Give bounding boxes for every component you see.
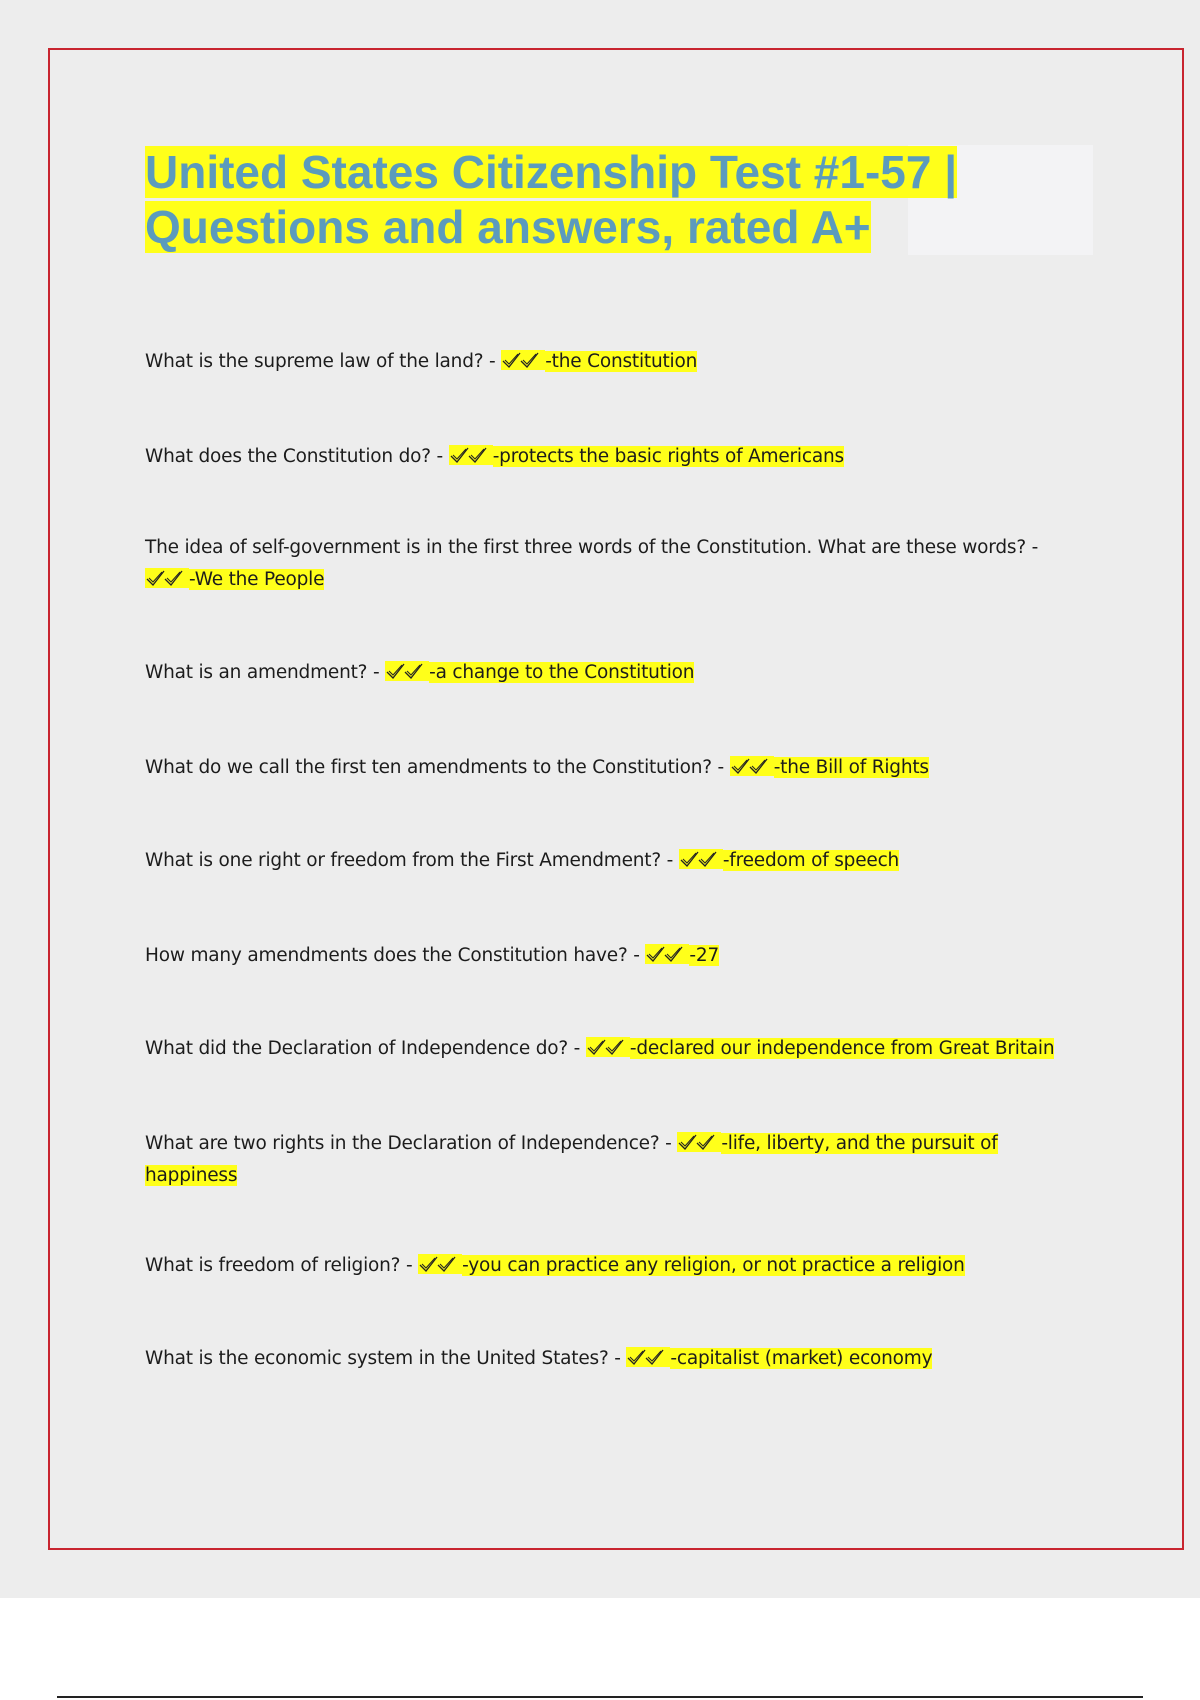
- double-check-icon: [730, 756, 774, 776]
- qa-item: [145, 845, 1085, 877]
- double-check-icon: [418, 1254, 462, 1274]
- question-text: What does the Constitution do? -: [145, 446, 449, 467]
- question-text: What is freedom of religion? -: [145, 1255, 419, 1276]
- answer-text: -life, liberty, and the pursuit of happiness: [145, 1133, 998, 1186]
- question-text: What is an amendment? -: [145, 662, 386, 683]
- double-check-icon: [145, 568, 189, 588]
- question-text: What do we call the first ten amendments to the Constitution? -: [145, 757, 730, 778]
- question-text: What are two rights in the Declaration of Independence? -: [145, 1133, 678, 1154]
- answer-text: -the Constitution: [545, 351, 698, 372]
- double-check-icon: [677, 1132, 721, 1152]
- qa-item: [145, 657, 1085, 689]
- qa-item: [145, 1250, 1085, 1282]
- qa-item: [145, 940, 1085, 972]
- question-text: The idea of self-government is in the first three words of the Constitution. What are these words? -: [145, 537, 1039, 558]
- qa-item: [145, 1033, 1085, 1065]
- question-text: What is the supreme law of the land? -: [145, 351, 502, 372]
- qa-item: [145, 532, 1085, 596]
- double-check-icon: [626, 1347, 670, 1367]
- question-text: How many amendments does the Constitution have? -: [145, 945, 646, 966]
- title-line-1: United States Citizenship Test #1-57 |: [145, 146, 958, 198]
- double-check-icon: [586, 1037, 630, 1057]
- double-check-icon: [501, 350, 545, 370]
- question-text: What is one right or freedom from the First Amendment? -: [145, 850, 679, 871]
- qa-item: [145, 752, 1085, 784]
- double-check-icon: [385, 661, 429, 681]
- answer-text: -We the People: [189, 569, 325, 590]
- answer-text: -you can practice any religion, or not practice a religion: [462, 1255, 965, 1276]
- answer-text: -declared our independence from Great Britain: [629, 1038, 1055, 1059]
- qa-item: [145, 441, 1085, 473]
- footer-divider: [57, 1696, 1143, 1698]
- document-title: [145, 145, 1093, 255]
- answer-text: -capitalist (market) economy: [670, 1348, 933, 1369]
- qa-item: [145, 1128, 1085, 1192]
- title-line-2: Questions and answers, rated A+: [145, 201, 871, 253]
- answer-text: -the Bill of Rights: [773, 757, 929, 778]
- answer-text: -27: [689, 945, 720, 966]
- qa-item: [145, 1343, 1085, 1375]
- page-border: [48, 48, 1184, 1550]
- qa-item: [145, 346, 1085, 378]
- answer-text: -a change to the Constitution: [429, 662, 695, 683]
- question-text: What is the economic system in the United States? -: [145, 1348, 627, 1369]
- question-text: What did the Declaration of Independence do? -: [145, 1038, 586, 1059]
- double-check-icon: [679, 849, 723, 869]
- answer-text: -freedom of speech: [722, 850, 900, 871]
- answer-text: -protects the basic rights of Americans: [492, 446, 844, 467]
- double-check-icon: [645, 944, 689, 964]
- double-check-icon: [449, 445, 493, 465]
